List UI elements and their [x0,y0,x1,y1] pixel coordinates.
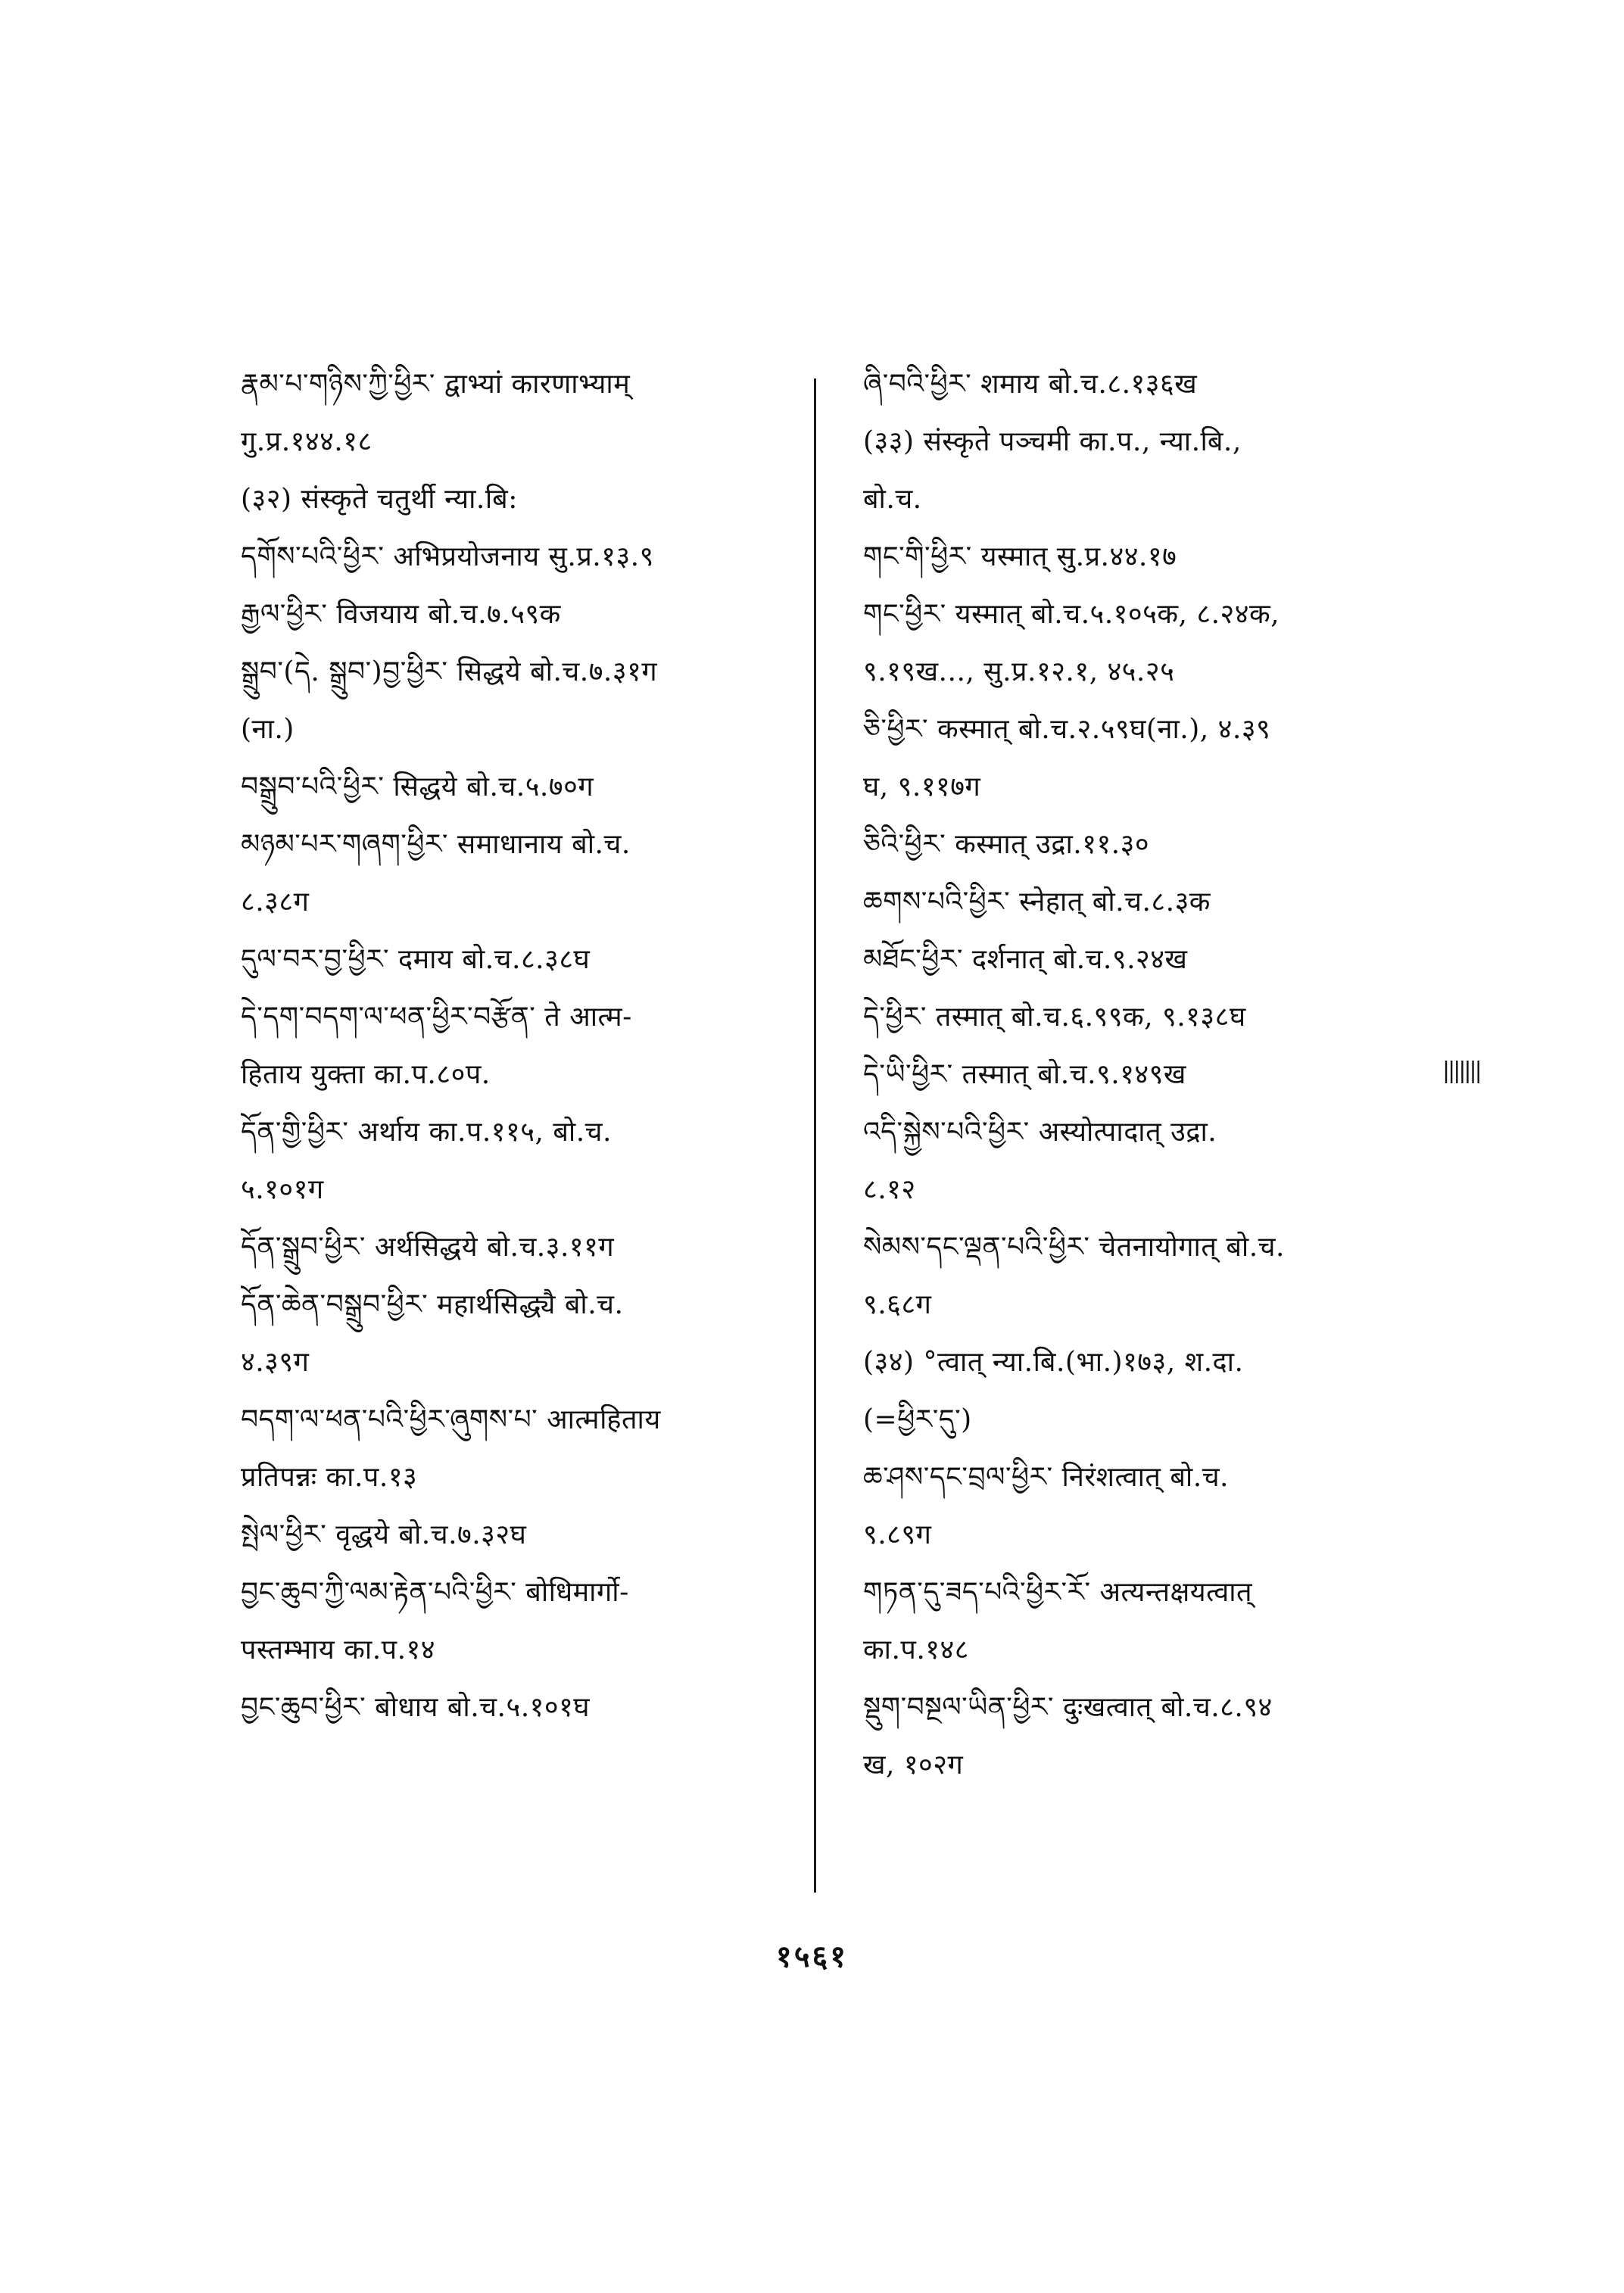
section-heading: (३२) संस्कृते चतुर्थी न्या.बि: [241,484,518,515]
entry-line: प्रतिपन्नः का.प.१३ [241,1462,418,1493]
entry-line: ཆ་ཤས་དང་བྲལ་ཕྱིར་ निरंशत्वात् बो.च. [863,1462,1229,1493]
entry-line: དེ་དག་བདག་ལ་ཕན་ཕྱིར་བརྩོན་ ते आत्म- [241,1002,632,1033]
entry-line: བྱང་ཆུབ་ཀྱི་ལམ་རྟེན་པའི་ཕྱིར་ बोधिमार्गो- [241,1577,629,1608]
entry-line: གང་གི་ཕྱིར་ यस्मात् सु.प्र.४४.१७ [863,541,1177,572]
entry-line: (=ཕྱིར་དུ་) [863,1404,972,1435]
entry-line: བྱང་ཆུབ་ཕྱིར་ बोधाय बो.च.५.१०१घ [241,1692,591,1723]
entry-line: ཞི་བའི་ཕྱིར་ शमाय बो.च.८.१३६ख [863,369,1198,400]
entry-line: མཐོང་ཕྱིར་ दर्शनात् बो.च.९.२४ख [863,944,1188,975]
column-divider [814,379,816,1893]
section-heading: (३३) संस्कृते पञ्चमी का.प., न्या.बि., [863,426,1242,457]
section-heading: (३४) °त्वात् न्या.बि.(भा.)१७३, श.दा. [863,1347,1244,1378]
entry-line: དེ་ཕྱིར་ तस्मात् बो.च.६.९९क, ९.१३८घ [863,1002,1246,1033]
margin-mark: ||||||| [1442,1058,1480,1084]
entry-line: ४.३९ग [241,1347,310,1378]
entry-line: སྒྲུབ་(དེ. སྒྲུབ་)བྱ་ཕྱིར་ सिद्धये बो.च.७.३१ग [241,656,658,687]
entry-line: དགོས་པའི་ཕྱིར་ अभिप्रयोजनाय सु.प्र.१३.९ [241,541,654,572]
entry-line: ཅིའི་ཕྱིར་ कस्मात् उद्रा.११.३० [863,829,1150,860]
entry-line: ९.१९ख..., सु.प्र.१२.१, ४५.२५ [863,656,1175,687]
entry-line: སྡུག་བསྔལ་ཡིན་ཕྱིར་ दुःखत्वात् बो.च.८.९४ [863,1692,1273,1723]
entry-line: དུལ་བར་བྱ་ཕྱིར་ दमाय बो.च.८.३८घ [241,944,591,975]
entry-line: ८.१२ [863,1174,916,1205]
entry-line: བསྒྲུབ་པའི་ཕྱིར་ सिद्धये बो.च.५.७०ग [241,771,594,802]
entry-line: ५.१०१ग [241,1174,324,1205]
entry-line: དོན་སྒྲུབ་ཕྱིར་ अर्थसिद्धये बो.च.३.११ग [241,1232,615,1263]
entry-line: རྣམ་པ་གཉིས་ཀྱི་ཕྱིར་ द्वाभ्यां कारणाभ्याम् [241,369,631,400]
entry-line: ख, १०२ग [863,1749,964,1781]
entry-line: དོན་གྱི་ཕྱིར་ अर्थाय का.प.११५, बो.च. [241,1117,612,1148]
left-column [241,356,846,1737]
entry-line: ཆགས་པའི་ཕྱིར་ स्नेहात् बो.च.८.३क [863,886,1211,918]
entry-line: पस्तम्भाय का.प.१४ [241,1634,435,1665]
entry-line: ९.८९ग [863,1519,932,1550]
entry-line: འདི་སྐྱེས་པའི་ཕྱིར་ अस्योत्पादात् उद्रा. [863,1117,1217,1148]
entry-line: ९.६८ग [863,1289,932,1320]
entry-line: མཉམ་པར་གཞག་ཕྱིར་ समाधानाय बो.च. [241,829,631,860]
page-number: १५६१ [775,1939,849,1974]
entry-line: ཅི་ཕྱིར་ कस्मात् बो.च.२.५९घ(ना.), ४.३९ [863,714,1271,745]
entry-line: དོན་ཆེན་བསྒྲུབ་ཕྱིར་ महार्थसिद्ध्यै बो.च. [241,1289,624,1320]
entry-line: घ, ९.११७ग [863,771,981,802]
entry-line: རྒྱལ་ཕྱིར་ विजयाय बो.च.७.५९क [241,599,561,630]
right-column [863,356,1480,1794]
entry-line: बो.च. [863,484,922,515]
entry-line: हिताय युक्ता का.प.८०प. [241,1059,491,1090]
entry-line: ८.३८ग [241,886,310,918]
entry-line: སེམས་དང་ལྡན་པའི་ཕྱིར་ चेतनायोगात् बो.च. [863,1232,1285,1263]
entry-line: བདག་ལ་ཕན་པའི་ཕྱིར་ཞུགས་པ་ आत्महिताय [241,1404,661,1435]
entry-line: གང་ཕྱིར་ यस्मात् बो.च.५.१०५क, ८.२४क, [863,599,1280,630]
entry-line: (ना.) [241,714,295,745]
entry-line: गु.प्र.१४४.१८ [241,426,372,457]
entry-line: का.प.१४८ [863,1634,969,1665]
entry-line: སྤེལ་ཕྱིར་ वृद्धये बो.च.७.३२घ [241,1519,527,1550]
entry-line: གཏན་དུ་ཟད་པའི་ཕྱིར་རོ་ अत्यन्तक्षयत्वात् [863,1577,1253,1608]
entry-line: དེ་ཡི་ཕྱིར་ तस्मात् बो.च.९.१४९ख [863,1059,1186,1090]
